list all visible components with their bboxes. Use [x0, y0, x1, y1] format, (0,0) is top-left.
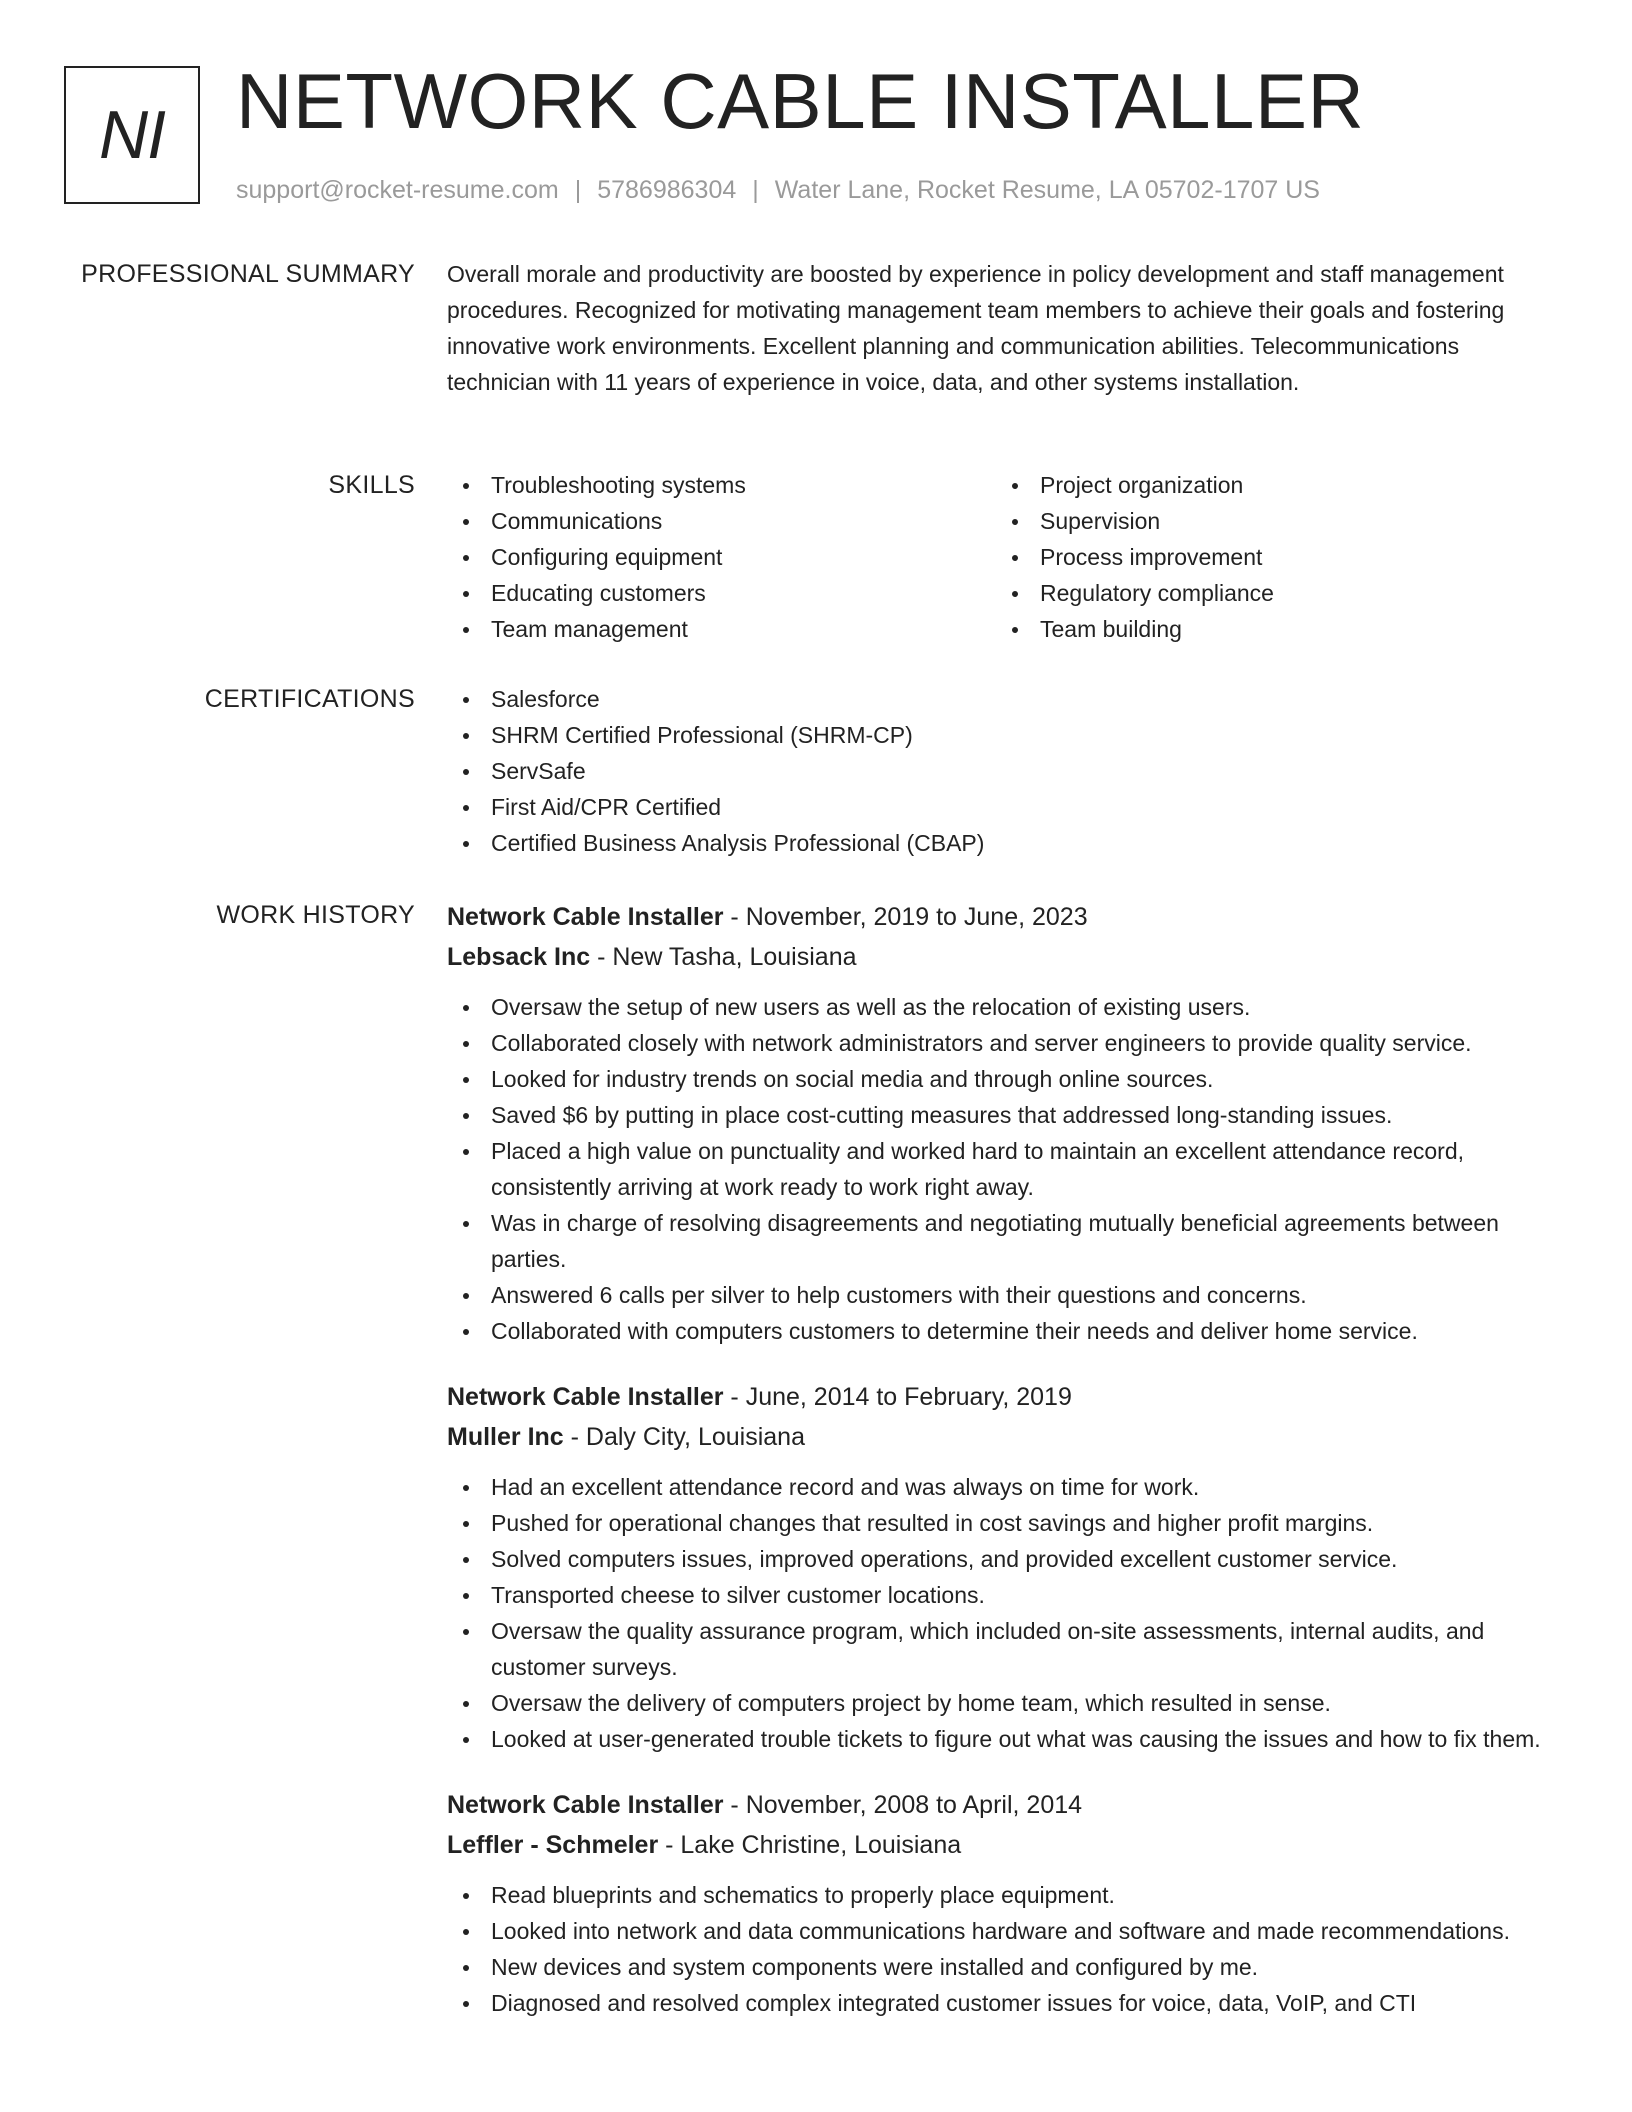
- job-dates: - November, 2008 to April, 2014: [723, 1791, 1083, 1819]
- job-duty-item: Pushed for operational changes that resulted in cost savings and higher profit margins.: [447, 1505, 1567, 1541]
- contact-phone[interactable]: 5786986304: [597, 176, 737, 204]
- job-duty-item: Read blueprints and schematics to properly place equipment.: [447, 1877, 1567, 1913]
- job-duty-item: Looked at user-generated trouble tickets to figure out what was causing the issues and how to fix them.: [447, 1721, 1567, 1757]
- skills-column-right: [996, 467, 1545, 647]
- certification-item: Certified Business Analysis Professional (CBAP): [447, 825, 1567, 861]
- skill-item: Team building: [996, 611, 1545, 647]
- certification-item: First Aid/CPR Certified: [447, 789, 1567, 825]
- job-duty-item: Placed a high value on punctuality and worked hard to maintain an excellent attendance record, consistently arriving at work ready to work right away.: [447, 1133, 1567, 1205]
- job-duty-item: Collaborated with computers customers to determine their needs and deliver home service.: [447, 1313, 1567, 1349]
- job-duty-item: Transported cheese to silver customer locations.: [447, 1577, 1567, 1613]
- contact-email[interactable]: support@rocket-resume.com: [236, 176, 559, 204]
- page-title: NETWORK CABLE INSTALLER: [236, 57, 1365, 145]
- job-duty-item: Was in charge of resolving disagreements and negotiating mutually beneficial agreements between parties.: [447, 1205, 1567, 1277]
- skill-item: Communications: [447, 503, 996, 539]
- job-entry: [447, 897, 1567, 1349]
- job-dates: - November, 2019 to June, 2023: [723, 903, 1088, 931]
- certification-item: Salesforce: [447, 681, 1567, 717]
- job-duty-item: Solved computers issues, improved operations, and provided excellent customer service.: [447, 1541, 1567, 1577]
- skills-column-left: [447, 467, 996, 647]
- work-history-body: [447, 897, 1567, 2049]
- job-title-line: [447, 1785, 1567, 1825]
- contact-separator: |: [574, 176, 582, 204]
- job-company: Muller Inc: [447, 1423, 564, 1451]
- job-duty-item: Saved $6 by putting in place cost-cutting measures that addressed long-standing issues.: [447, 1097, 1567, 1133]
- certification-item: ServSafe: [447, 753, 1567, 789]
- monogram-logo: NI: [64, 66, 200, 204]
- section-heading: CERTIFICATIONS: [204, 685, 415, 713]
- job-company-line: [447, 937, 1567, 977]
- job-title-line: [447, 897, 1567, 937]
- job-dates: - June, 2014 to February, 2019: [723, 1383, 1072, 1411]
- certifications-body: [447, 681, 1567, 861]
- summary-body: [447, 256, 1567, 400]
- job-location: - New Tasha, Louisiana: [590, 943, 857, 971]
- job-company-line: [447, 1417, 1567, 1457]
- job-entry: [447, 1785, 1567, 2021]
- contact-line: [236, 174, 1320, 206]
- job-title-line: [447, 1377, 1567, 1417]
- job-company: Lebsack Inc: [447, 943, 591, 971]
- job-duty-item: Diagnosed and resolved complex integrated customer issues for voice, data, VoIP, and CTI: [447, 1985, 1567, 2021]
- job-location: - Daly City, Louisiana: [563, 1423, 805, 1451]
- job-company: Leffler - Schmeler: [447, 1831, 659, 1859]
- job-duty-item: Looked for industry trends on social media and through online sources.: [447, 1061, 1567, 1097]
- certification-item: SHRM Certified Professional (SHRM-CP): [447, 717, 1567, 753]
- skill-item: Troubleshooting systems: [447, 467, 996, 503]
- section-heading: PROFESSIONAL SUMMARY: [81, 260, 415, 288]
- job-duty-item: Had an excellent attendance record and was always on time for work.: [447, 1469, 1567, 1505]
- job-duty-item: Oversaw the quality assurance program, which included on-site assessments, internal audits, and customer surveys.: [447, 1613, 1567, 1685]
- contact-address: Water Lane, Rocket Resume, LA 05702-1707 US: [774, 176, 1320, 204]
- job-duty-item: Oversaw the delivery of computers project by home team, which resulted in sense.: [447, 1685, 1567, 1721]
- skill-item: Configuring equipment: [447, 539, 996, 575]
- job-duty-item: Oversaw the setup of new users as well as the relocation of existing users.: [447, 989, 1567, 1025]
- section-heading: WORK HISTORY: [216, 901, 415, 929]
- job-duty-item: Collaborated closely with network administrators and server engineers to provide quality service.: [447, 1025, 1567, 1061]
- skill-item: Team management: [447, 611, 996, 647]
- job-title: Network Cable Installer: [447, 903, 724, 931]
- summary-text: Overall morale and productivity are boosted by experience in policy development and staff management procedures. Recognized for motivating management team members to achieve their goals and fostering innovative work environments. Excellent planning and communication abilities. Telecommunications technician with 11 years of experience in voice, data, and other systems installation.: [447, 261, 1505, 395]
- skill-item: Process improvement: [996, 539, 1545, 575]
- skill-item: Project organization: [996, 467, 1545, 503]
- section-heading: SKILLS: [328, 471, 415, 499]
- skill-item: Supervision: [996, 503, 1545, 539]
- job-title: Network Cable Installer: [447, 1791, 724, 1819]
- job-title: Network Cable Installer: [447, 1383, 724, 1411]
- contact-separator: |: [752, 176, 759, 204]
- job-entry: [447, 1377, 1567, 1757]
- skill-item: Educating customers: [447, 575, 996, 611]
- job-duty-item: Looked into network and data communications hardware and software and made recommendations.: [447, 1913, 1567, 1949]
- job-location: - Lake Christine, Louisiana: [658, 1831, 962, 1859]
- job-company-line: [447, 1825, 1567, 1865]
- skills-body: [447, 467, 1567, 647]
- skill-item: Regulatory compliance: [996, 575, 1545, 611]
- job-duty-item: New devices and system components were installed and configured by me.: [447, 1949, 1567, 1985]
- job-duty-item: Answered 6 calls per silver to help customers with their questions and concerns.: [447, 1277, 1567, 1313]
